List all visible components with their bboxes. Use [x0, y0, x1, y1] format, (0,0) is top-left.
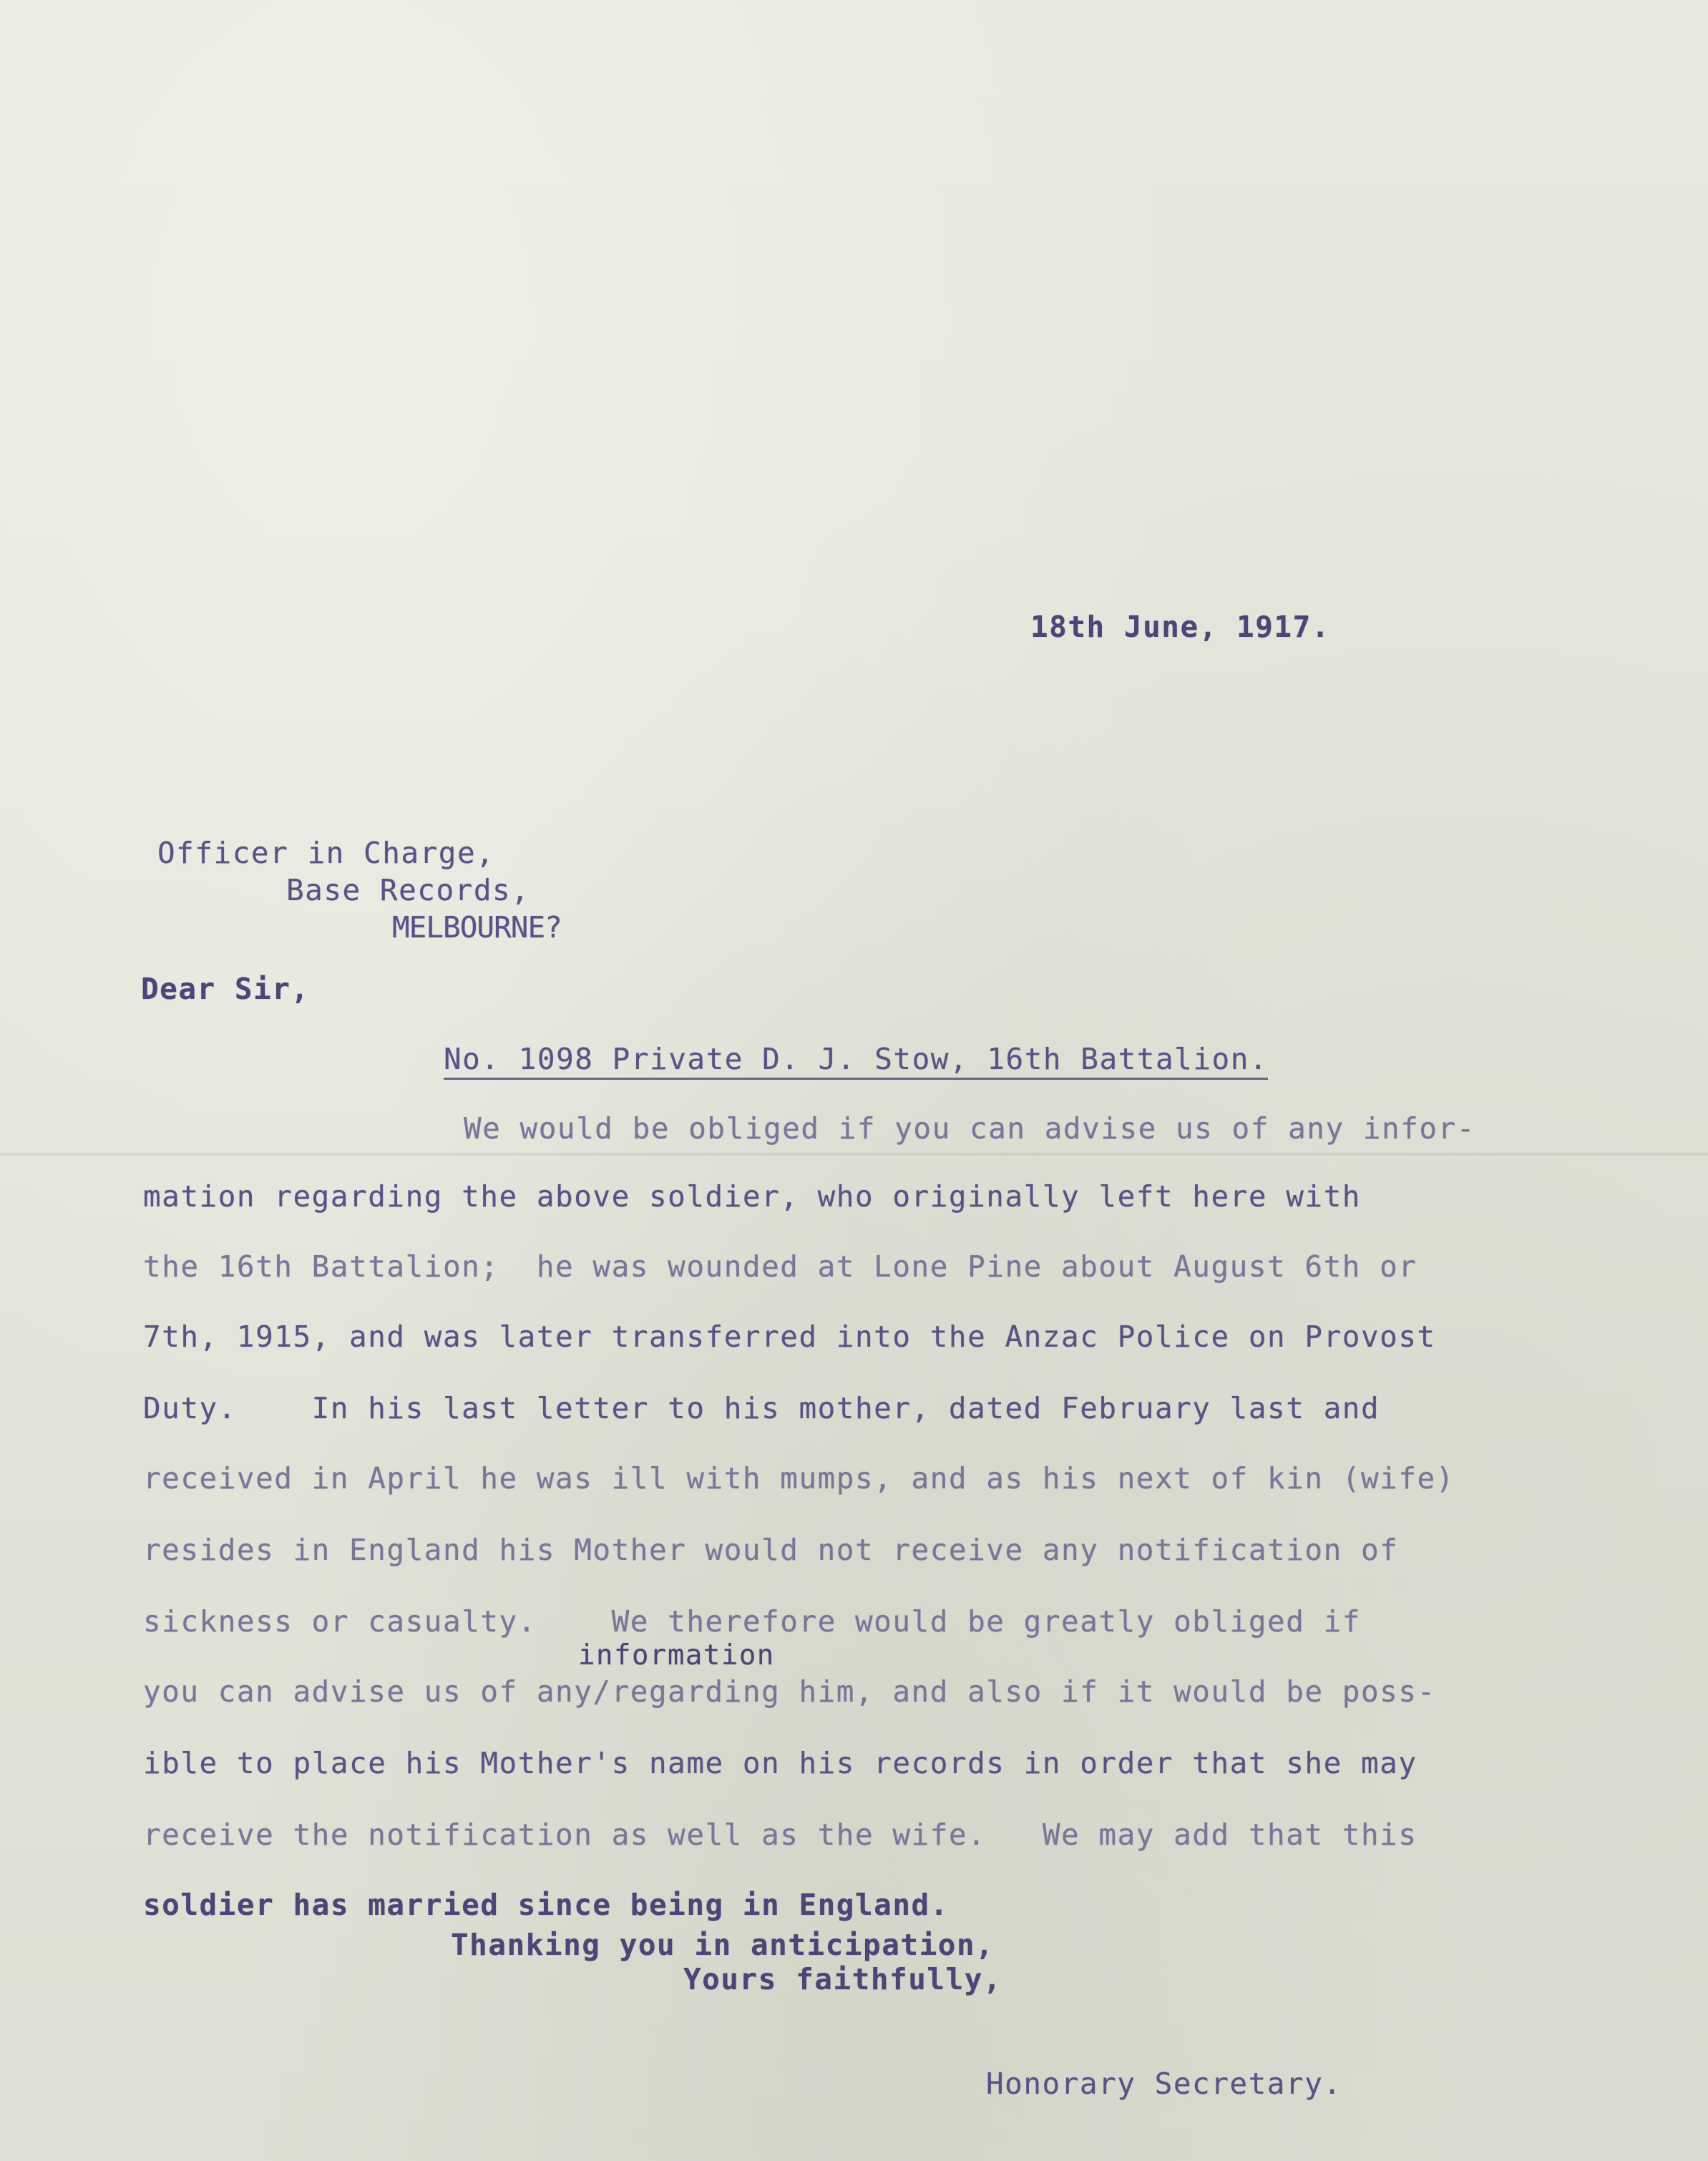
body-line-3: the 16th Battalion; he was wounded at Lone Pine about August 6th or	[143, 1249, 1417, 1284]
closing-thanks: Thanking you in anticipation,	[451, 1928, 995, 1962]
body-line-9: you can advise us of any/regarding him, and also if it would be poss-	[143, 1674, 1436, 1709]
inserted-word: information	[578, 1639, 775, 1672]
recipient-line-1: Officer in Charge,	[157, 836, 495, 870]
closing-valediction: Yours faithfully,	[683, 1962, 1002, 1996]
body-line-11: receive the notification as well as the wife. We may add that this	[143, 1818, 1417, 1852]
body-line-12: soldier has married since being in England.	[143, 1888, 949, 1922]
body-line-2: mation regarding the above soldier, who originally left here with	[143, 1179, 1361, 1214]
recipient-line-3: MELBOURNE?	[392, 910, 562, 945]
letter-date: 18th June, 1917.	[1030, 610, 1330, 644]
recipient-line-2: Base Records,	[286, 873, 530, 907]
body-line-1: We would be obliged if you can advise us of any infor-	[464, 1111, 1475, 1146]
salutation: Dear Sir,	[141, 972, 310, 1006]
signature-title: Honorary Secretary.	[986, 2067, 1342, 2101]
paper-fold-crease	[0, 1152, 1708, 1156]
subject-line: No. 1098 Private D. J. Stow, 16th Battalion.	[444, 1042, 1268, 1080]
body-line-8: sickness or casualty. We therefore would be greatly obliged if	[143, 1604, 1361, 1639]
body-line-6: received in April he was ill with mumps, and as his next of kin (wife)	[143, 1461, 1455, 1496]
body-line-10: ible to place his Mother's name on his records in order that she may	[143, 1746, 1417, 1780]
body-line-7: resides in England his Mother would not receive any notification of	[143, 1533, 1399, 1567]
body-line-5: Duty. In his last letter to his mother, dated February last and	[143, 1391, 1380, 1425]
body-line-4: 7th, 1915, and was later transferred into the Anzac Police on Provost	[143, 1319, 1436, 1354]
